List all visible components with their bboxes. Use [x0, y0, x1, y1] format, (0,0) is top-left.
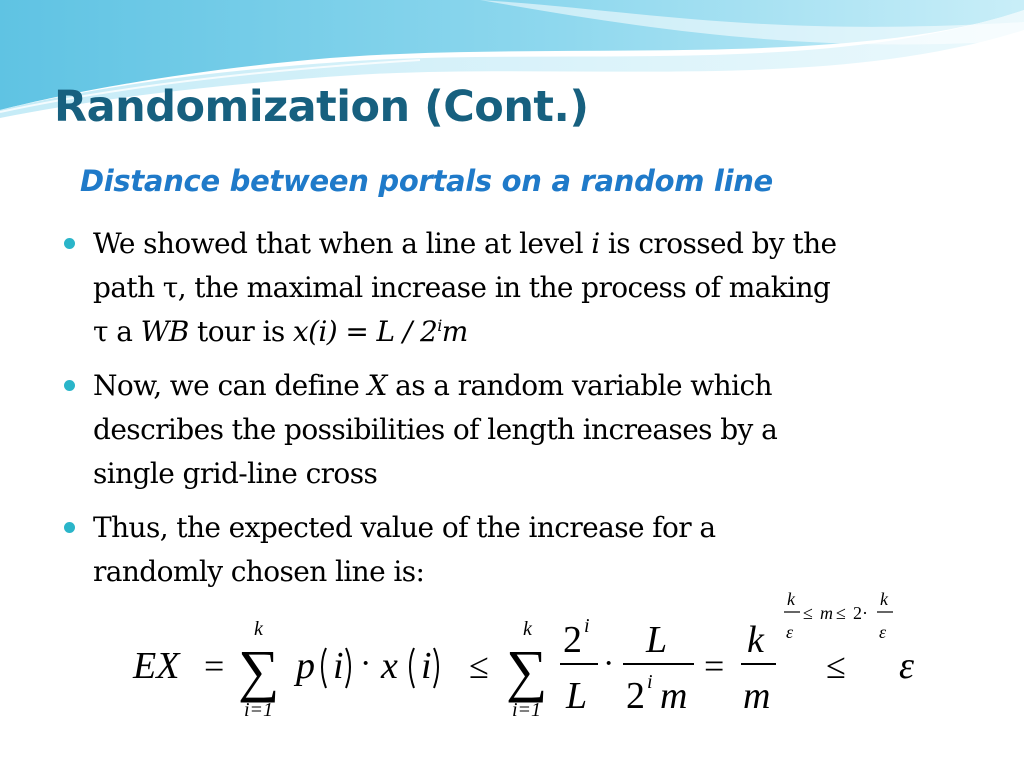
fraction-denominator-l: L — [566, 675, 588, 717]
bullet-text: Now, we can define — [93, 369, 368, 402]
bullet-dot-icon — [64, 522, 75, 533]
fraction-numerator-two: 2 — [563, 619, 582, 661]
formula-epsilon: ε — [899, 645, 914, 687]
bullet-line: single grid-line cross — [93, 457, 378, 490]
bullet-text: tour is — [188, 315, 293, 348]
formula-dot: · — [603, 645, 615, 682]
formula-dot: · — [360, 645, 372, 682]
bullet-text: We showed that when a line at level — [93, 227, 592, 260]
bullet-list — [62, 222, 962, 604]
exponent-i: i — [647, 671, 653, 693]
bullet-dot-icon — [64, 238, 75, 249]
bullet-line: describes the possibilities of length increases by a — [93, 413, 778, 446]
bullet-line — [93, 364, 962, 408]
bullet-line: Thus, the expected value of the increase for a — [93, 511, 716, 544]
variable-m: m — [441, 315, 468, 348]
formula-ex: EX — [133, 645, 180, 687]
random-variable-x: X — [367, 369, 387, 402]
paren-open — [410, 648, 414, 688]
formula-equals: = — [704, 646, 725, 686]
slide-title: Randomization (Cont.) — [54, 82, 589, 132]
condition-two: 2· — [853, 603, 868, 623]
level-variable: i — [591, 227, 600, 260]
increase-formula: x(i) = L / 2 — [292, 315, 438, 348]
condition-m: m — [820, 603, 833, 623]
formula-equals: = — [204, 646, 225, 686]
condition-eps: ε — [786, 622, 794, 642]
fraction-denominator-m: m — [660, 675, 688, 717]
formula-le: ≤ — [469, 646, 489, 686]
summation-icon: ∑ — [238, 638, 280, 703]
fraction-denominator-two: 2 — [626, 675, 645, 717]
bullet-line — [93, 310, 962, 354]
formula-i: i — [421, 645, 432, 687]
condition-k: k — [880, 589, 888, 609]
fraction-denominator-m: m — [743, 675, 771, 717]
exponent-i: i — [584, 615, 590, 637]
paren-open — [322, 648, 326, 688]
paren-close — [434, 648, 438, 688]
fraction-numerator-l: L — [646, 619, 668, 661]
sum-upper-limit: k — [523, 618, 532, 640]
exponent: i — [437, 316, 442, 335]
slide-subtitle: Distance between portals on a random line — [80, 164, 773, 198]
paren-close — [346, 648, 350, 688]
condition-le: ≤ — [803, 603, 813, 623]
condition-le: ≤ — [836, 603, 846, 623]
fraction-numerator-k: k — [747, 619, 764, 661]
condition-k: k — [787, 589, 795, 609]
sum-lower-limit: i=1 — [512, 699, 542, 721]
sum-upper-limit: k — [254, 618, 263, 640]
bullet-item — [62, 222, 962, 354]
formula-i: i — [333, 645, 344, 687]
bullet-text: as a random variable which — [386, 369, 772, 402]
formula-p: p — [296, 645, 315, 687]
bullet-text: is crossed by the — [599, 227, 837, 260]
bullet-line: path τ, the maximal increase in the process of making — [93, 271, 831, 304]
bullet-item — [62, 506, 962, 594]
bullet-line: randomly chosen line is: — [93, 555, 425, 588]
bullet-text: τ a — [93, 315, 141, 348]
sum-lower-limit: i=1 — [244, 699, 274, 721]
bullet-item — [62, 364, 962, 496]
summation-icon: ∑ — [506, 638, 548, 703]
condition-eps: ε — [879, 622, 887, 642]
formula-x: x — [381, 645, 398, 687]
bullet-line — [93, 222, 962, 266]
wb-term: WB — [140, 315, 189, 348]
bullet-dot-icon — [64, 380, 75, 391]
formula-le: ≤ — [826, 646, 846, 686]
